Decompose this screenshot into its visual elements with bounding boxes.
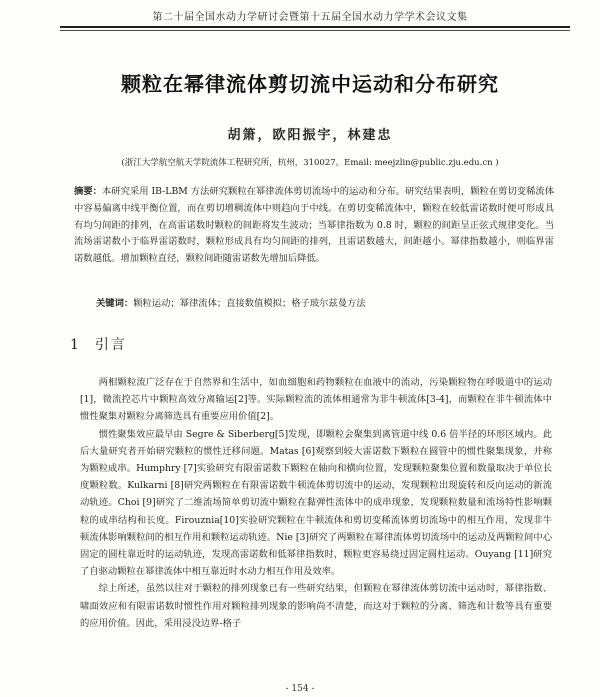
section-heading — [70, 334, 141, 354]
section-body — [80, 374, 552, 632]
abstract — [74, 184, 554, 268]
abstract-text: 本研究采用 IB-LBM 方法研究颗粒在幂律流体剪切流场中的运动和分布。研究结果表明，颗粒在剪切变稀流体中容易偏离中线平衡位置，而在剪切增稠流体中则趋向于中线。在剪切变稀流体中，颗粒在较低雷诺数时便可形成具有均匀间距的排列，在高雷诺数时颗粒的间距将发生波动；当幂律指数为 0.8 时，颗粒的间距呈正弦式规律变化。当流场雷诺数小于临界雷诺数时，颗粒形成具有均匀间距的排列，且雷诺数越大，间距越小。幂律指数越小，则临界雷诺数越低。增加颗粒直径，颗粒间距随雷诺数先增加后降低。 — [74, 186, 554, 265]
paper-authors: 胡箫，欧阳振宇，林建忠 — [227, 128, 393, 143]
header-rule-thin — [60, 30, 570, 31]
keywords-text: 颗粒运动；幂律流体；直接数值模拟；格子玻尔兹曼方法 — [133, 298, 366, 309]
running-header: 第二十届全国水动力学研讨会暨第十五届全国水动力学学术会议文集 — [152, 12, 468, 23]
paper-title: 颗粒在幂律流体剪切流中运动和分布研究 — [121, 72, 499, 96]
body-paragraph-2: 惯性聚集效应最早由 Segre & Siberberg[5]发现，即颗粒会聚集到离管道中线 0.6 倍半径的环形区域内。此后大量研究者开始研究颗粒的惯性迁移问题。Matas [6]观察到较大雷诺数下颗粒在圆管中的惯性聚集现象，并称为颗粒成串。Humphry [7]实验研究有限雷诺数下颗粒在轴向和横向位置，发现颗粒聚集位置和数量取决于单位长度颗粒数。Kulkarni [8]研究两颗粒在有限雷诺数牛顿流体剪切流中的运动，发现颗粒出现旋转和反向运动的新流动轨迹。Choi [9]研究了二维流场简单剪切流中颗粒在黏弹性流体中的成串现象，发现颗粒数量和流场特性影响颗粒的成串结构和长度。Firouznia[10]实验研究颗粒在牛顿流体和剪切变稀流体剪切流场中的相互作用，发现非牛顿流体影响颗粒间的相互作用和颗粒运动轨迹。Nie [3]研究了两颗粒在幂律流体剪切流场中的运动及两颗粒间中心固定的圆柱靠近时的运动轨迹，发现高雷诺数和低幂律指数时，颗粒更容易绕过固定圆柱运动。Ouyang [11]研究了自驱动颗粒在幂律流体中相互靠近时水动力相互作用及效率。 — [80, 428, 552, 578]
section-number: 1 — [70, 337, 81, 353]
page-number: - 154 - — [285, 684, 315, 694]
paper-affiliation: (浙江大学航空航天学院流体工程研究所，杭州，310027。Email: meejzlin@public.zju.edu.cn ) — [121, 158, 499, 168]
keywords — [96, 296, 556, 312]
header-rule-thick — [60, 26, 570, 28]
body-paragraph-1: 两相颗粒流广泛存在于自然界和生活中，如血细胞和药物颗粒在血液中的流动，污染颗粒物在呼吸道中的运动[1]，微流控芯片中颗粒高效分离输运[2]等。实际颗粒流的流体相通常为非牛顿流体[3-4]，而颗粒在非牛顿流体中惯性聚集对颗粒分离筛选具有重要应用价值[2]。 — [80, 377, 552, 423]
section-title: 引言 — [94, 337, 127, 353]
abstract-label: 摘要： — [74, 186, 102, 197]
keywords-label: 关键词： — [96, 298, 134, 309]
body-paragraph-3: 综上所述，虽然以往对于颗粒的排列现象已有一些研究结果，但颗粒在幂律流体剪切流中运动时，幂律指数、啸面效应和有限雷诺数时惯性作用对颗粒排列现象的影响尚不清楚，而这对于颗粒的分离、筛选和计数等具有重要的应用价值。因此，采用浸没边界-格子 — [80, 583, 552, 629]
